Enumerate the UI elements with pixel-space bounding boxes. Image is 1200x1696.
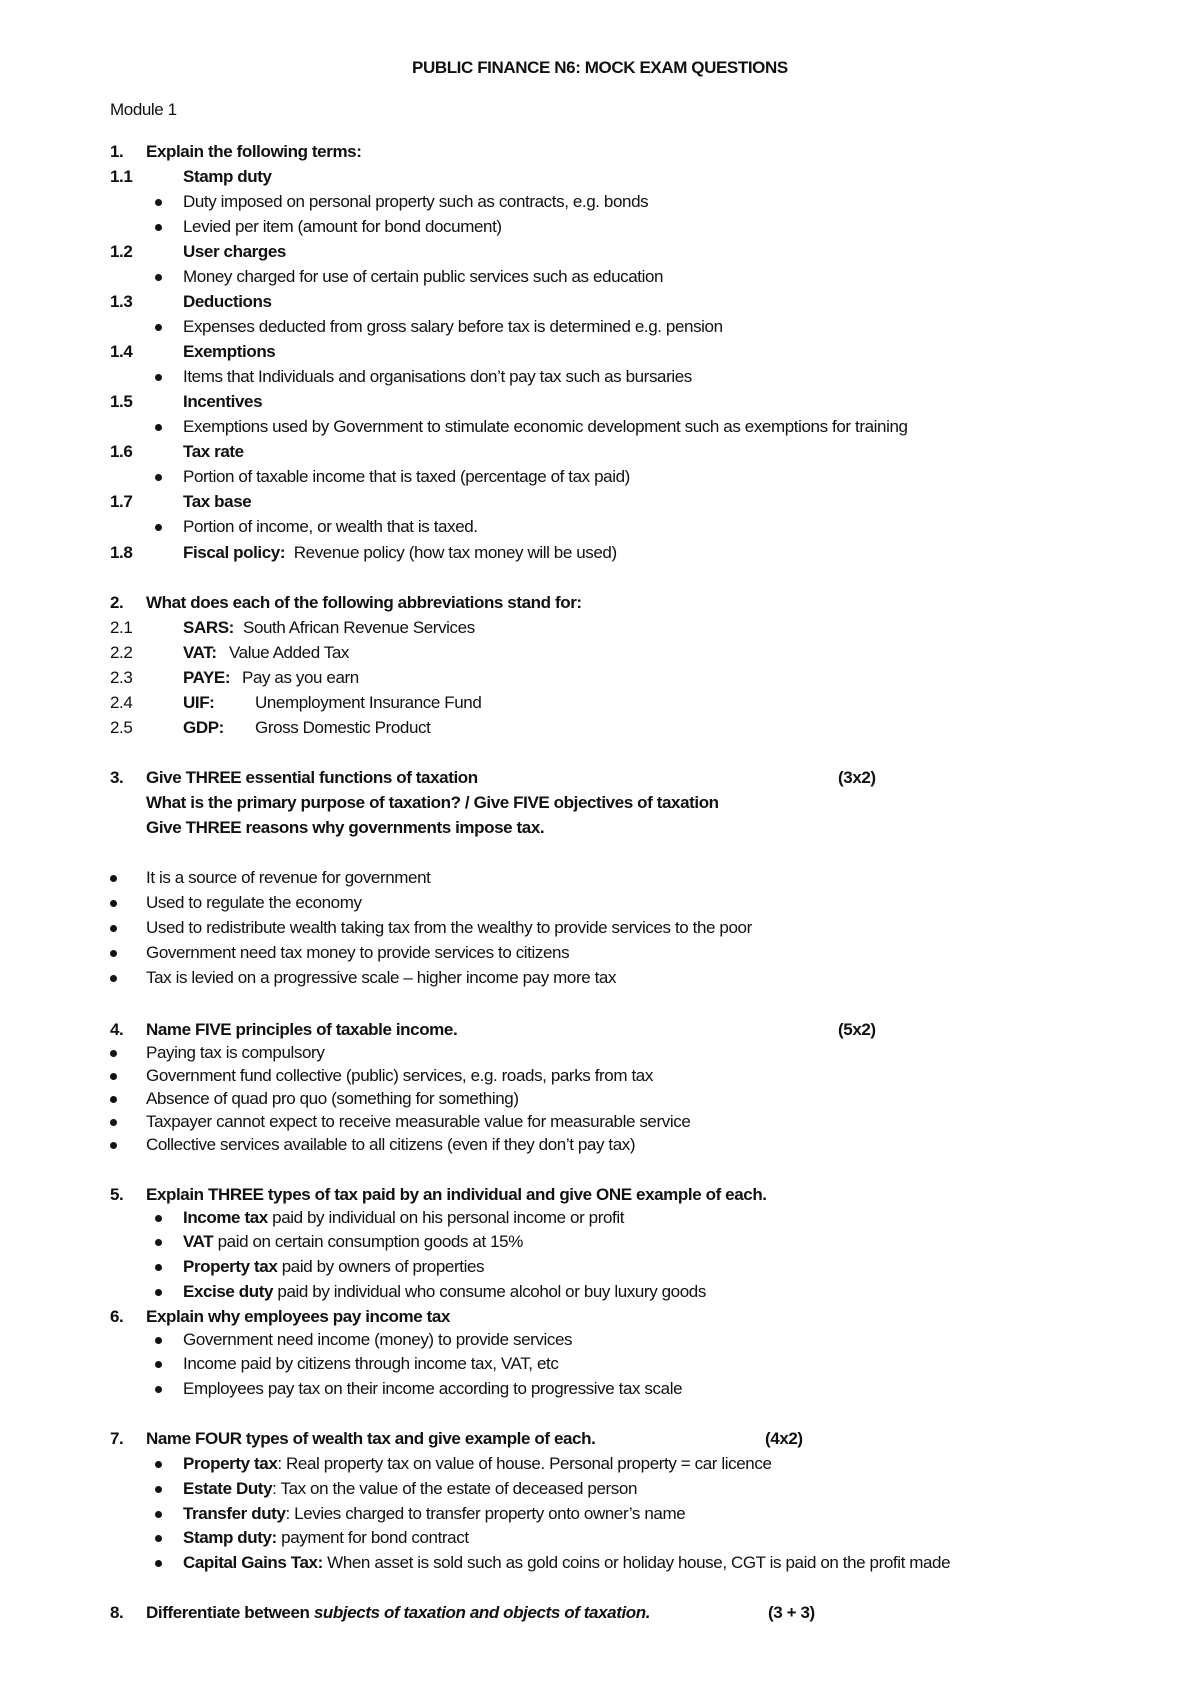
q7-text: Name FOUR types of wealth tax and give example of each. — [146, 1429, 596, 1448]
q1-3-number: 1.3 — [110, 292, 133, 311]
module-heading: Module 1 — [110, 100, 177, 119]
q1-number: 1. — [110, 142, 124, 161]
q6-bullet: Income paid by citizens through income tax, VAT, etc — [183, 1354, 559, 1373]
q8-text — [146, 1603, 650, 1623]
q4-bullet: Taxpayer cannot expect to receive measurable value for measurable service — [146, 1112, 691, 1131]
q8-number: 8. — [110, 1603, 124, 1622]
q1-7-term: Tax base — [183, 492, 252, 511]
bullet-icon — [155, 1264, 162, 1271]
q1-5-bullet: Exemptions used by Government to stimulate economic development such as exemptions for training — [183, 417, 908, 436]
bullet-icon — [155, 324, 162, 331]
q3-bullet: Used to regulate the economy — [146, 893, 362, 912]
q7-number: 7. — [110, 1429, 124, 1448]
q7-item-term: Stamp duty: — [183, 1528, 277, 1547]
q2-2-number: 2.2 — [110, 643, 133, 662]
q1-5-number: 1.5 — [110, 392, 133, 411]
q1-7-number: 1.7 — [110, 492, 133, 511]
q1-2-term: User charges — [183, 242, 286, 261]
q7-item — [183, 1504, 685, 1524]
q3-marks: (3x2) — [838, 768, 876, 787]
q1-5-term: Incentives — [183, 392, 263, 411]
q5-item — [183, 1208, 624, 1228]
q2-number: 2. — [110, 593, 124, 612]
bullet-icon — [110, 900, 117, 907]
q2-2-meaning: Value Added Tax — [229, 643, 350, 662]
q1-4-bullet: Items that Individuals and organisations don’t pay tax such as bursaries — [183, 367, 692, 386]
q6-bullet: Government need income (money) to provide services — [183, 1330, 573, 1349]
q7-item — [183, 1454, 772, 1474]
q5-item-term: Income tax — [183, 1208, 268, 1227]
q2-4-number: 2.4 — [110, 693, 133, 712]
bullet-icon — [155, 1386, 162, 1393]
q7-item — [183, 1528, 469, 1548]
bullet-icon — [110, 875, 117, 882]
bullet-icon — [155, 1361, 162, 1368]
q7-item — [183, 1553, 950, 1573]
q1-1-bullet: Duty imposed on personal property such as contracts, e.g. bonds — [183, 192, 649, 211]
q7-item — [183, 1479, 637, 1499]
bullet-icon — [110, 975, 117, 982]
q4-marks: (5x2) — [838, 1020, 876, 1039]
bullet-icon — [155, 524, 162, 531]
q5-text: Explain THREE types of tax paid by an individual and give ONE example of each. — [146, 1185, 767, 1204]
q3-line: Give THREE reasons why governments impose tax. — [146, 818, 545, 837]
bullet-icon — [155, 1239, 162, 1246]
q1-8-term: Fiscal policy: — [183, 543, 286, 562]
bullet-icon — [110, 950, 117, 957]
q7-item-desc: : Tax on the value of the estate of deceased person — [272, 1479, 638, 1498]
bullet-icon — [110, 1096, 117, 1103]
q4-number: 4. — [110, 1020, 124, 1039]
q4-bullet: Government fund collective (public) services, e.g. roads, parks from tax — [146, 1066, 653, 1085]
q6-text: Explain why employees pay income tax — [146, 1307, 451, 1326]
bullet-icon — [110, 1073, 117, 1080]
q5-item-term: Excise duty — [183, 1282, 274, 1301]
bullet-icon — [155, 1215, 162, 1222]
q7-marks: (4x2) — [765, 1429, 803, 1448]
bullet-icon — [155, 1337, 162, 1344]
q1-6-bullet: Portion of taxable income that is taxed (percentage of tax paid) — [183, 467, 630, 486]
q2-1-abbr: SARS: — [183, 618, 234, 637]
q5-item — [183, 1282, 706, 1302]
q1-2-bullet: Money charged for use of certain public services such as education — [183, 267, 664, 286]
q1-4-number: 1.4 — [110, 342, 133, 361]
q3-bullet: Used to redistribute wealth taking tax from the wealthy to provide services to the poor — [146, 918, 752, 937]
q2-3-meaning: Pay as you earn — [242, 668, 359, 687]
q7-item-desc: When asset is sold such as gold coins or holiday house, CGT is paid on the profit made — [322, 1553, 951, 1572]
q2-1-meaning: South African Revenue Services — [243, 618, 475, 637]
q5-number: 5. — [110, 1185, 124, 1204]
bullet-icon — [155, 1535, 162, 1542]
q5-item-desc: paid by individual who consume alcohol or buy luxury goods — [277, 1282, 706, 1301]
q5-item-term: Property tax — [183, 1257, 278, 1276]
q7-item-term: Property tax — [183, 1454, 278, 1473]
q7-item-desc: : Real property tax on value of house. Personal property = car licence — [277, 1454, 772, 1473]
q1-7-bullet: Portion of income, or wealth that is taxed. — [183, 517, 478, 536]
q8-text-italic: subjects of taxation and objects of taxation. — [313, 1603, 651, 1622]
q2-3-abbr: PAYE: — [183, 668, 231, 687]
q2-text: What does each of the following abbreviations stand for: — [146, 593, 582, 612]
q7-item-desc: payment for bond contract — [276, 1528, 469, 1547]
q7-item-desc: : Levies charged to transfer property onto owner’s name — [285, 1504, 686, 1523]
q1-3-bullet: Expenses deducted from gross salary before tax is determined e.g. pension — [183, 317, 723, 336]
q3-number: 3. — [110, 768, 124, 787]
q5-item-desc: paid on certain consumption goods at 15% — [217, 1232, 523, 1251]
q1-text: Explain the following terms: — [146, 142, 362, 161]
q4-bullet: Absence of quad pro quo (something for something) — [146, 1089, 519, 1108]
bullet-icon — [155, 424, 162, 431]
bullet-icon — [155, 1560, 162, 1567]
q3-bullet: Government need tax money to provide services to citizens — [146, 943, 570, 962]
q3-line: What is the primary purpose of taxation? / Give FIVE objectives of taxation — [146, 793, 719, 812]
q6-bullet: Employees pay tax on their income according to progressive tax scale — [183, 1379, 683, 1398]
bullet-icon — [110, 925, 117, 932]
bullet-icon — [110, 1142, 117, 1149]
q1-4-term: Exemptions — [183, 342, 276, 361]
bullet-icon — [110, 1119, 117, 1126]
q2-4-meaning: Unemployment Insurance Fund — [255, 693, 482, 712]
q5-item-term: VAT — [183, 1232, 214, 1251]
q1-1-number: 1.1 — [110, 167, 133, 186]
q2-1-number: 2.1 — [110, 618, 133, 637]
q6-number: 6. — [110, 1307, 124, 1326]
q8-text-bold: Differentiate between — [146, 1603, 314, 1622]
bullet-icon — [155, 374, 162, 381]
q1-6-number: 1.6 — [110, 442, 133, 461]
q5-item-desc: paid by individual on his personal income or profit — [272, 1208, 625, 1227]
q5-item — [183, 1257, 484, 1277]
q3-line: Give THREE essential functions of taxation — [146, 768, 478, 787]
q8-marks: (3 + 3) — [768, 1603, 815, 1622]
q2-4-abbr: UIF: — [183, 693, 215, 712]
q7-item-term: Capital Gains Tax: — [183, 1553, 323, 1572]
q2-2-abbr: VAT: — [183, 643, 217, 662]
bullet-icon — [155, 1289, 162, 1296]
q1-2-number: 1.2 — [110, 242, 133, 261]
q7-item-term: Estate Duty — [183, 1479, 273, 1498]
bullet-icon — [110, 1050, 117, 1057]
q2-5-abbr: GDP: — [183, 718, 224, 737]
q1-8-number: 1.8 — [110, 543, 133, 562]
q5-item — [183, 1232, 523, 1252]
bullet-icon — [155, 1511, 162, 1518]
q1-6-term: Tax rate — [183, 442, 244, 461]
q3-bullet: Tax is levied on a progressive scale – higher income pay more tax — [146, 968, 617, 987]
q2-3-number: 2.3 — [110, 668, 133, 687]
q2-5-meaning: Gross Domestic Product — [255, 718, 431, 737]
bullet-icon — [155, 1486, 162, 1493]
q1-1-bullet: Levied per item (amount for bond document) — [183, 217, 502, 236]
q2-5-number: 2.5 — [110, 718, 133, 737]
bullet-icon — [155, 199, 162, 206]
q4-bullet: Collective services available to all citizens (even if they don’t pay tax) — [146, 1135, 636, 1154]
q5-item-desc: paid by owners of properties — [281, 1257, 485, 1276]
q1-1-term: Stamp duty — [183, 167, 272, 186]
bullet-icon — [155, 1461, 162, 1468]
bullet-icon — [155, 274, 162, 281]
q3-bullet: It is a source of revenue for government — [146, 868, 431, 887]
page-title: PUBLIC FINANCE N6: MOCK EXAM QUESTIONS — [412, 58, 788, 77]
q4-bullet: Paying tax is compulsory — [146, 1043, 325, 1062]
q1-3-term: Deductions — [183, 292, 272, 311]
q1-8-desc: Revenue policy (how tax money will be used) — [293, 543, 617, 562]
q4-text: Name FIVE principles of taxable income. — [146, 1020, 458, 1039]
bullet-icon — [155, 474, 162, 481]
bullet-icon — [155, 224, 162, 231]
q7-item-term: Transfer duty — [183, 1504, 286, 1523]
q1-8-line — [183, 543, 617, 563]
